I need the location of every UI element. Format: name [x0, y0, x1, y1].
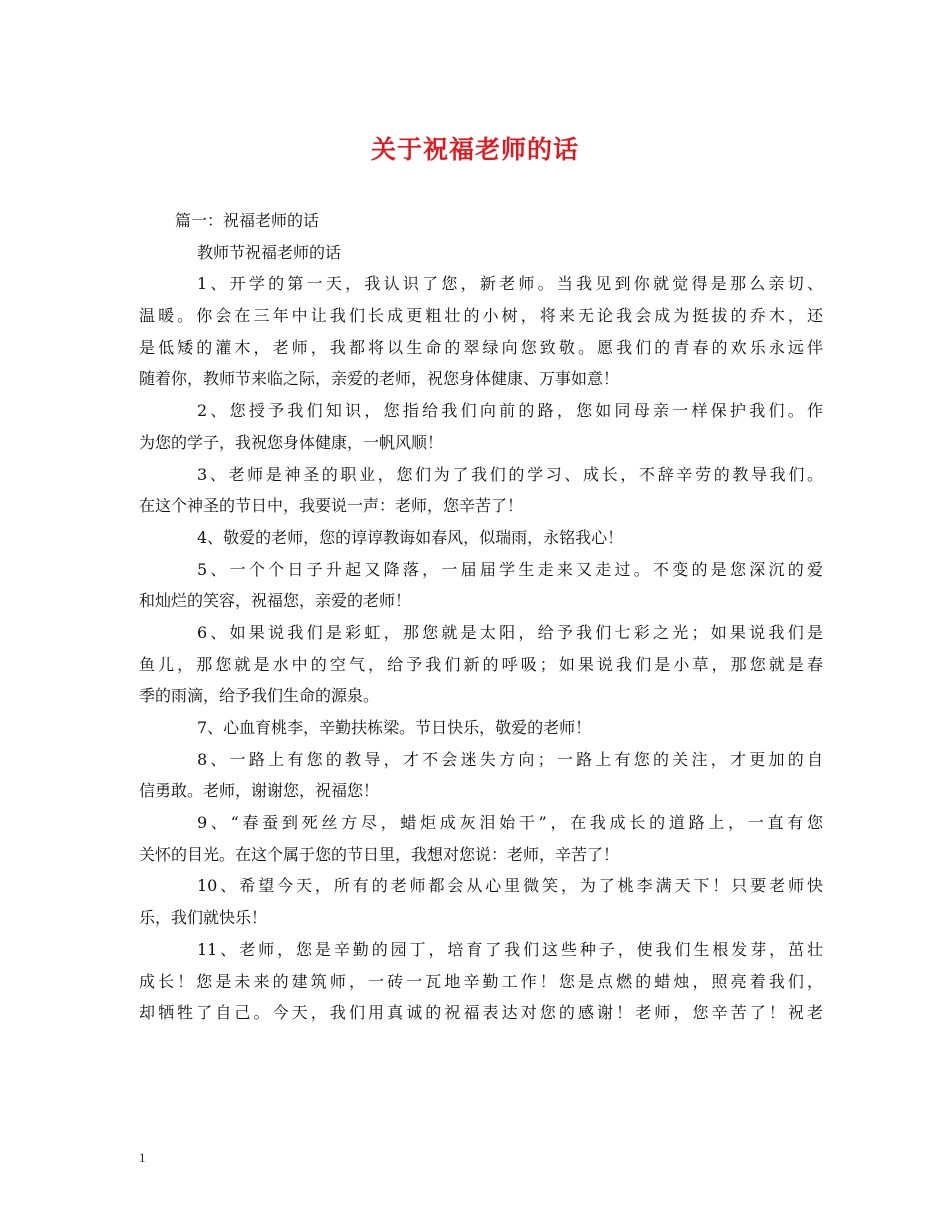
- paragraph-line: 3、老师是神圣的职业，您们为了我们的学习、成长，不辞辛劳的教导我们。: [197, 464, 823, 484]
- paragraph-line: 11、老师，您是辛勤的园丁，培育了我们这些种子，使我们生根发芽，茁壮: [197, 939, 823, 959]
- paragraph-line: 季的雨滴，给予我们生命的源泉。: [139, 686, 380, 706]
- paragraph-line: 9、“春蚕到死丝方尽，蜡炬成灰泪始干”，在我成长的道路上，一直有您: [197, 813, 823, 833]
- section-heading: 篇一：祝福老师的话: [175, 211, 320, 230]
- paragraph-line: 6、如果说我们是彩虹，那您就是太阳，给予我们七彩之光；如果说我们是: [197, 622, 823, 642]
- paragraph-line: 关怀的目光。在这个属于您的节日里，我想对您说：老师，辛苦了！: [139, 844, 620, 864]
- paragraph-line: 1、开学的第一天，我认识了您，新老师。当我见到你就觉得是那么亲切、: [197, 274, 823, 294]
- paragraph-line: 为您的学子，我祝您身体健康，一帆风顺！: [139, 432, 444, 452]
- paragraph-line: 随着你，教师节来临之际，亲爱的老师，祝您身体健康、万事如意！: [139, 369, 620, 389]
- subsection-heading: 教师节祝福老师的话: [197, 242, 342, 262]
- paragraph-line: 是低矮的灌木，老师，我都将以生命的翠绿向您致敬。愿我们的青春的欢乐永远伴: [139, 337, 823, 357]
- paragraph-line: 温暖。你会在三年中让我们长成更粗壮的小树，将来无论我会成为挺拔的乔木，还: [139, 306, 823, 326]
- document-title: 关于祝福老师的话: [370, 135, 579, 164]
- paragraph-line: 和灿烂的笑容，祝福您，亲爱的老师！: [139, 591, 412, 611]
- document-body: [139, 205, 823, 1029]
- paragraph-line: 4、敬爱的老师，您的谆谆教诲如春风，似瑞雨，永铭我心！: [197, 527, 624, 547]
- paragraph-line: 7、心血育桃李，辛勤扶栋梁。节日快乐，敬爱的老师！: [197, 718, 592, 737]
- paragraph-line: 8、一路上有您的教导，才不会迷失方向；一路上有您的关注，才更加的自: [197, 749, 823, 769]
- paragraph-line: 2、您授予我们知识，您指给我们向前的路，您如同母亲一样保护我们。作: [197, 401, 823, 421]
- paragraph-line: 5、一个个日子升起又降落，一届届学生走来又走过。不变的是您深沉的爱: [197, 559, 823, 579]
- paragraph-line: 在这个神圣的节日中，我要说一声：老师，您辛苦了！: [139, 496, 524, 516]
- paragraph-line: 10、希望今天，所有的老师都会从心里微笑，为了桃李满天下！只要老师快: [197, 876, 823, 896]
- paragraph-line: 信勇敢。老师，谢谢您，祝福您！: [139, 781, 380, 801]
- paragraph-line: 却牺牲了自己。今天，我们用真诚的祝福表达对您的感谢！老师，您辛苦了！祝老: [139, 1003, 823, 1023]
- page-number: 1: [139, 1150, 146, 1165]
- paragraph-line: 乐，我们就快乐！: [139, 908, 268, 928]
- paragraph-line: 鱼儿，那您就是水中的空气，给予我们新的呼吸；如果说我们是小草，那您就是春: [139, 654, 823, 674]
- paragraph-line: 成长！您是未来的建筑师，一砖一瓦地辛勤工作！您是点燃的蜡烛，照亮着我们，: [139, 971, 823, 991]
